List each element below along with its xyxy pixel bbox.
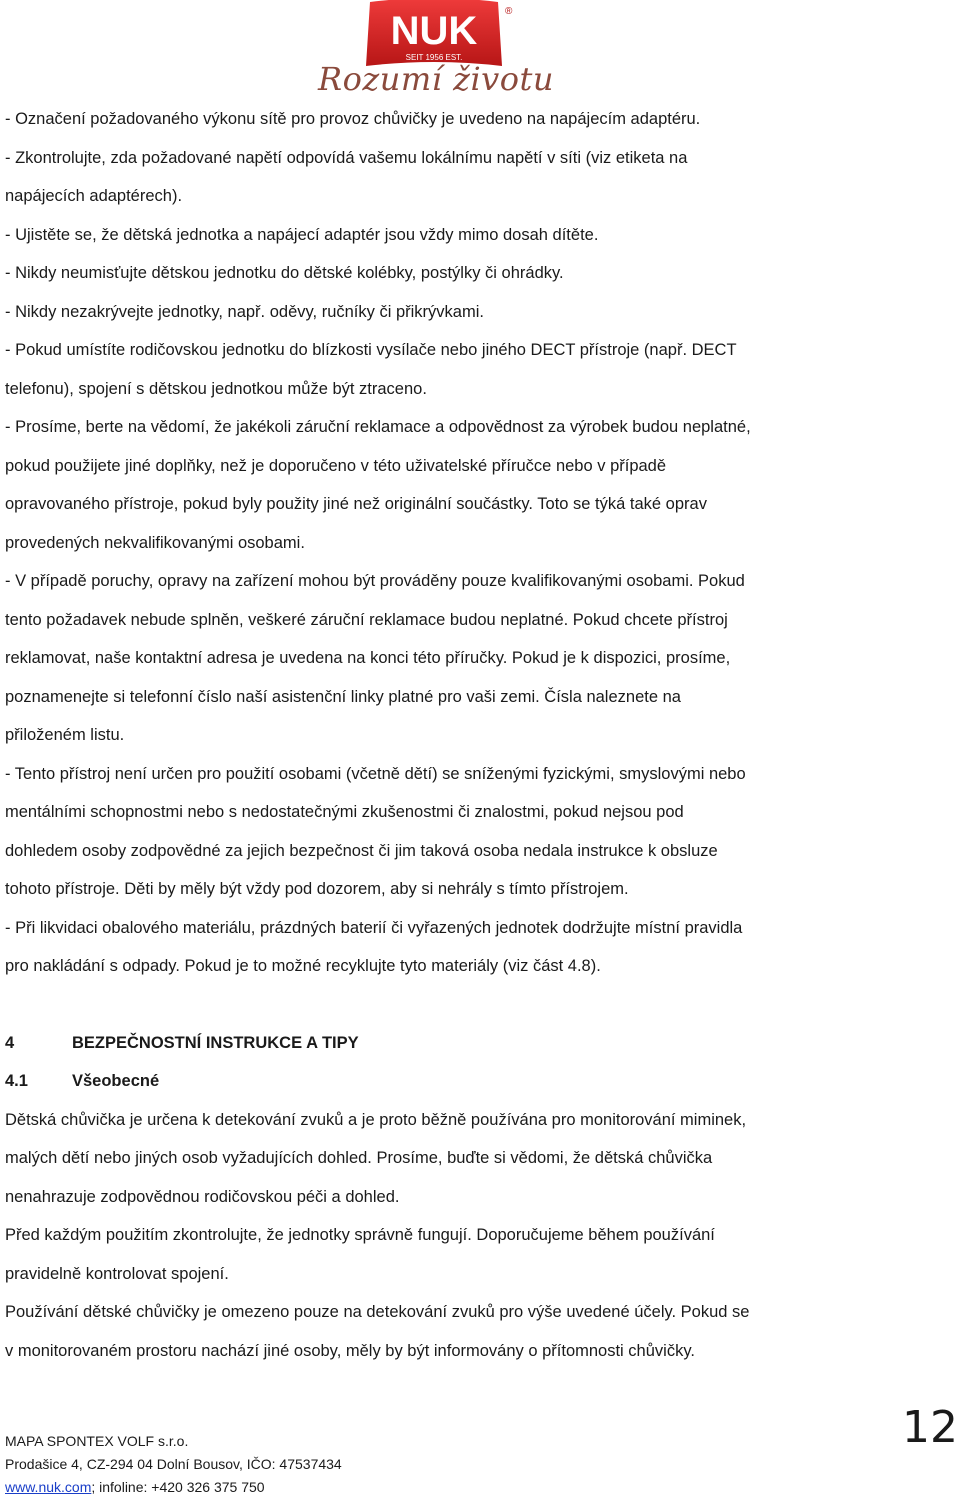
page-number: 12 [902, 1402, 958, 1453]
logo-since-text: SEIT 1956 EST. [405, 53, 463, 62]
footer-address: Prodašice 4, CZ-294 04 Dolní Bousov, IČO: 47537434 [5, 1456, 342, 1472]
text-line: Před každým použitím zkontrolujte, že jednotky správně fungují. Doporučujeme během používání [5, 1226, 715, 1244]
text-line: - Ujistěte se, že dětská jednotka a napájecí adaptér jsou vždy mimo dosah dítěte. [5, 225, 599, 244]
footer-website-link[interactable]: www.nuk.com [5, 1479, 92, 1495]
text-line: - Označení požadovaného výkonu sítě pro provoz chůvičky je uvedeno na napájecím adaptéru. [5, 110, 701, 128]
text-line: telefonu), spojení s dětskou jednotkou může být ztraceno. [5, 379, 427, 398]
text-line: - V případě poruchy, opravy na zařízení mohou být prováděny pouze kvalifikovanými osobami. Pokud [5, 572, 745, 590]
text-line: - Prosíme, berte na vědomí, že jakékoli záruční reklamace a odpovědnost za výrobek budou neplatné, [5, 418, 751, 436]
text-line: Dětská chůvička je určena k detekování zvuků a je proto běžně používána pro monitorování miminek, [5, 1110, 747, 1129]
text-line: - Tento přístroj není určen pro použití osobami (včetně dětí) se sníženými fyzickými, smyslovými nebo [5, 764, 746, 783]
footer-infoline: ; infoline: +420 326 375 750 [91, 1479, 265, 1495]
section-heading [5, 1024, 895, 1063]
logo-tagline: Rozumí životu [318, 60, 554, 98]
registered-mark: ® [505, 6, 513, 17]
text-line: dohledem osoby zodpovědné za jejich bezpečnost či jim taková osoba nedala instrukce k obsluze [5, 841, 718, 860]
text-line: v monitorovaném prostoru nachází jiné osoby, měly by být informovány o přítomnosti chůvičky. [5, 1341, 695, 1360]
subsection-title: Všeobecné [72, 1072, 160, 1090]
text-line: Používání dětské chůvičky je omezeno pouze na detekování zvuků pro výše uvedené účely. Pokud se [5, 1303, 750, 1321]
text-line: - Zkontrolujte, zda požadované napětí odpovídá vašemu lokálnímu napětí v síti (viz etiketa na [5, 148, 688, 167]
document-body [5, 100, 895, 1370]
text-line: nenahrazuje zodpovědnou rodičovskou péči a dohled. [5, 1187, 400, 1206]
section-title: BEZPEČNOSTNÍ INSTRUKCE A TIPY [72, 1033, 359, 1052]
text-line: tohoto přístroje. Děti by měly být vždy pod dozorem, aby si nehrály s tímto přístrojem. [5, 880, 629, 898]
text-line: napájecích adaptérech). [5, 187, 183, 205]
section-number: 4 [5, 1033, 15, 1052]
text-line: opravovaného přístroje, pokud byly použity jiné než originální součástky. Toto se týká také oprav [5, 495, 707, 513]
text-line: malých dětí nebo jiných osob vyžadujících dohled. Prosíme, buďte si vědomi, že dětská chůvička [5, 1149, 713, 1167]
text-line: přiloženém listu. [5, 726, 125, 744]
page-footer [5, 1430, 342, 1499]
nuk-logo [318, 0, 554, 106]
general-section-text [5, 1101, 895, 1371]
safety-notes [5, 100, 895, 986]
text-line: - Nikdy nezakrývejte jednotky, např. oděvy, ručníky či přikrývkami. [5, 302, 484, 321]
section-spacer [5, 986, 895, 1024]
text-line: - Při likvidaci obalového materiálu, prázdných baterií či vyřazených jednotek dodržujte místní pravidla [5, 918, 743, 937]
subsection-number: 4.1 [5, 1072, 28, 1090]
text-line: pravidelně kontrolovat spojení. [5, 1264, 229, 1283]
text-line: - Nikdy neumisťujte dětskou jednotku do dětské kolébky, postýlky či ohrádky. [5, 264, 564, 282]
text-line: provedených nekvalifikovanými osobami. [5, 533, 305, 552]
text-line: - Pokud umístíte rodičovskou jednotku do blízkosti vysílače nebo jiného DECT přístroje (např. DECT [5, 341, 737, 359]
text-line: pokud použijete jiné doplňky, než je doporučeno v této uživatelské příručce nebo v případě [5, 456, 667, 475]
footer-contact [5, 1476, 342, 1499]
text-line: poznamenejte si telefonní číslo naší asistenční linky platné pro vaši zemi. Čísla naleznete na [5, 687, 681, 706]
footer-company: MAPA SPONTEX VOLF s.r.o. [5, 1433, 189, 1449]
logo-brand-text: NUK [390, 9, 478, 53]
text-line: mentálními schopnostmi nebo s nedostatečnými zkušenostmi či znalostmi, pokud nejsou pod [5, 803, 684, 821]
text-line: pro nakládání s odpady. Pokud je to možné recyklujte tyto materiály (viz část 4.8). [5, 957, 601, 975]
text-line: tento požadavek nebude splněn, veškeré záruční reklamace budou neplatné. Pokud chcete přístroj [5, 610, 728, 629]
text-line: reklamovat, naše kontaktní adresa je uvedena na konci této příručky. Pokud je k dispozici, prosíme, [5, 649, 731, 667]
subsection-heading [5, 1062, 895, 1101]
